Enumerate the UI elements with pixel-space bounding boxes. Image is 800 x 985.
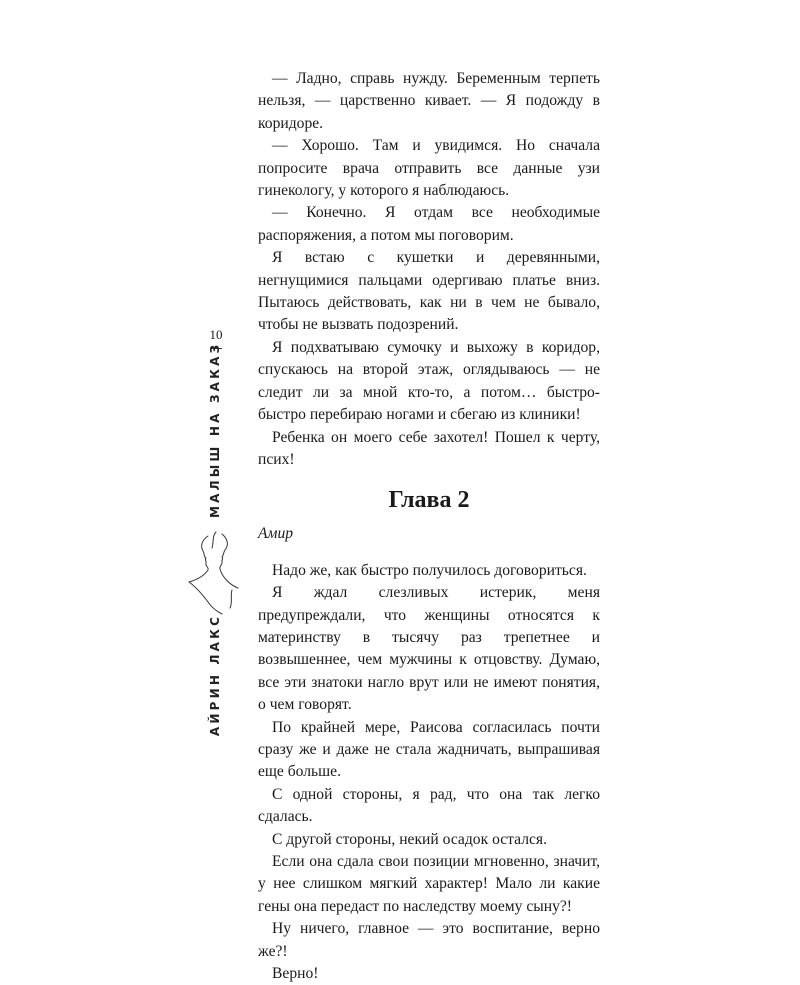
chapter-pov-name: Амир bbox=[258, 525, 294, 543]
paragraph: — Конечно. Я отдам все необходимые распоряжения, а потом мы поговорим. bbox=[258, 204, 600, 244]
running-head-series-title: МАЛЫШ НА ЗАКАЗ bbox=[208, 341, 222, 518]
logo-hand-line bbox=[230, 590, 232, 608]
page-number: 10 bbox=[209, 327, 223, 342]
paragraph: Я ждал слезливых истерик, меня предупреждали, что женщины относятся к материнству в тысячу раз трепетнее и возвышеннее, чем мужчины к отцовству. Думаю, все эти знатоки нагло врут или не имеют понятия, о чем говорят. bbox=[258, 584, 600, 714]
paragraph: — Хорошо. Там и увидимся. Но сначала попросите врача отправить все данные узи гинекологу, у которого я наблюдаюсь. bbox=[258, 137, 600, 200]
paragraph: Ну ничего, главное — это воспитание, верно же?! bbox=[258, 920, 600, 960]
paragraph: Надо же, как быстро получилось договориться. bbox=[272, 561, 587, 579]
running-head-author: АЙРИН ЛАКС bbox=[208, 613, 222, 737]
logo-left-face-line bbox=[189, 536, 208, 582]
paragraph: С другой стороны, некий осадок остался. bbox=[272, 830, 548, 848]
chapter-title: Глава 2 bbox=[388, 487, 470, 514]
paragraph: — Ладно, справь нужду. Беременным терпеть нельзя, — царственно кивает. — Я подожду в коридоре. bbox=[258, 70, 600, 132]
logo-hair-line bbox=[212, 532, 216, 548]
paragraph: Если она сдала свои позиции мгновенно, значит, у нее слишком мягкий характер! Мало ли какие гены она передаст по наследству моему сыну?! bbox=[258, 853, 600, 915]
paragraph: Я подхватываю сумочку и выхожу в коридор, спускаюсь на второй этаж, оглядываюсь — не следит ли за мной кто-то, а потом… быстро-быстро перебираю ногами и сбегаю из клиники! bbox=[258, 338, 600, 424]
logo-right-face-line bbox=[220, 534, 238, 588]
paragraph: Ребенка он моего себе захотел! Пошел к черту, псих! bbox=[258, 428, 600, 468]
body-text bbox=[258, 68, 600, 985]
paragraph: Я встаю с кушетки и деревянными, негнущимися пальцами одергиваю платье вниз. Пытаюсь действовать, как ни в чем не бывало, чтобы не вызвать подозрений. bbox=[258, 249, 600, 334]
paragraph: Верно! bbox=[272, 965, 319, 983]
paragraph: С одной стороны, я рад, что она так легко сдалась. bbox=[258, 785, 600, 826]
paragraph: По крайней мере, Раисова согласилась почти сразу же и даже не стала жадничать, выпрашивая еще больше. bbox=[258, 718, 600, 781]
kissing-faces-logo-icon bbox=[186, 530, 242, 616]
